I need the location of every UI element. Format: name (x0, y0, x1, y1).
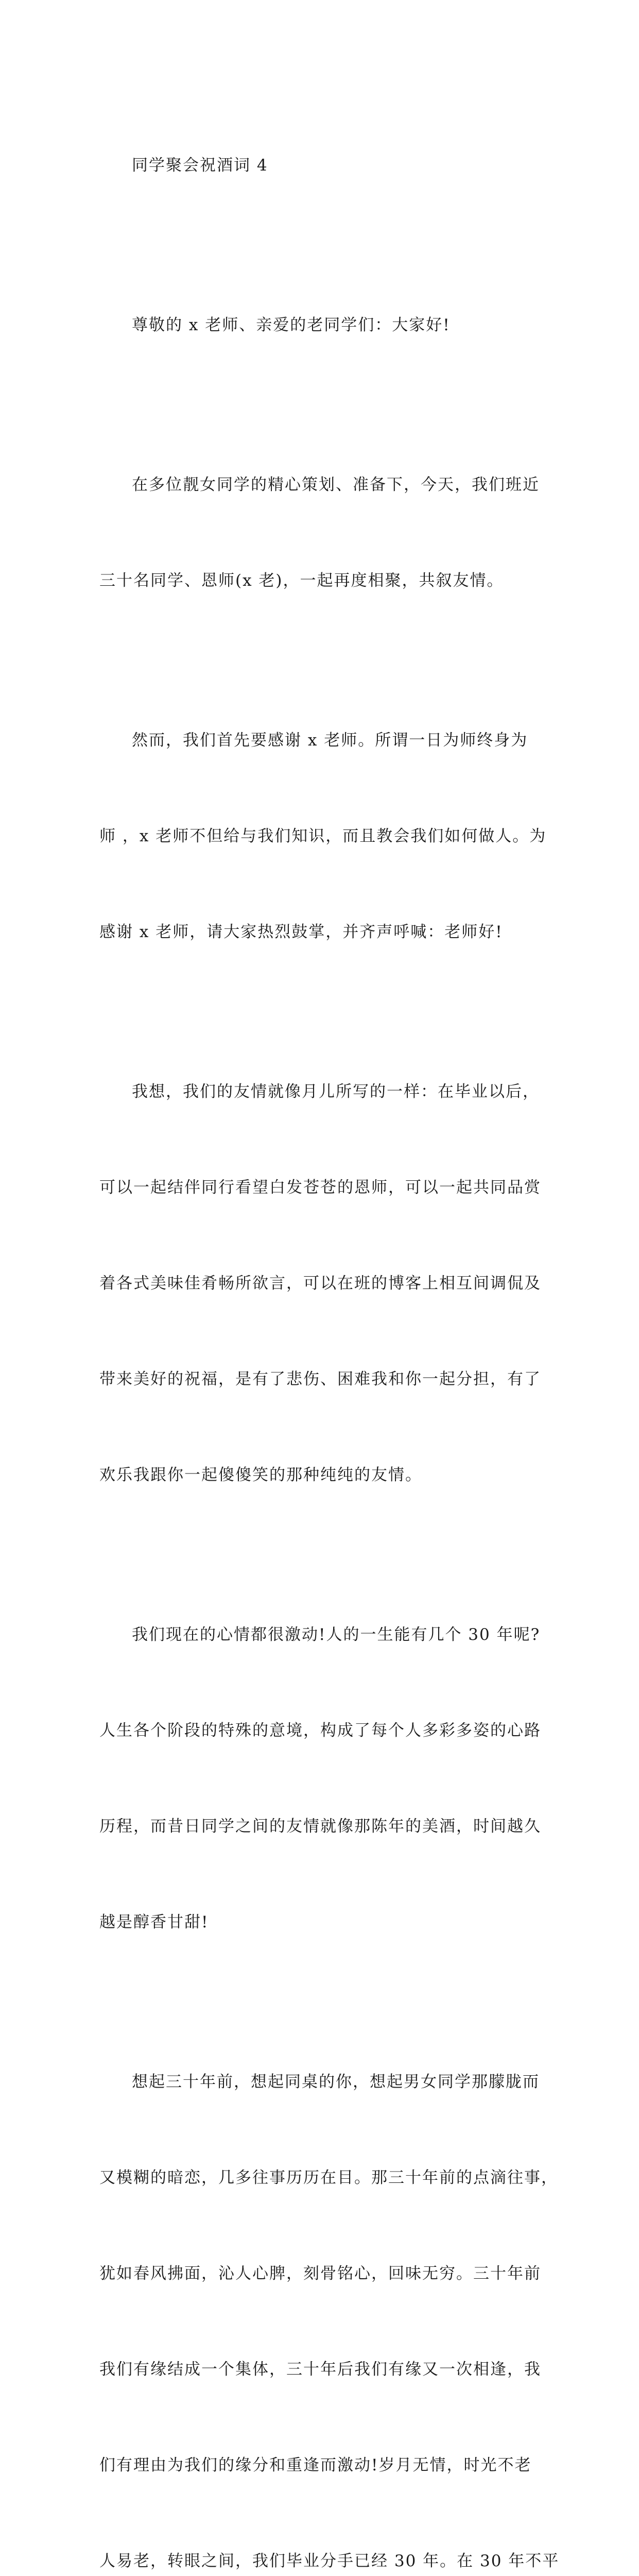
paragraph-greeting (99, 245, 544, 405)
paragraph-intro (99, 405, 544, 660)
document-page (99, 86, 560, 2576)
paragraph-thanks-teacher (99, 660, 547, 1012)
paragraph-line: 我们有缘结成一个集体，三十年后我们有缘又一次相逢，我 (99, 2360, 541, 2379)
paragraph-line: 可以一起结伴同行看望白发苍苍的恩师，可以一起共同品赏 (99, 1178, 541, 1197)
paragraph-line: 历程，而昔日同学之间的友情就像那陈年的美酒，时间越久 (99, 1817, 541, 1836)
document-title (99, 86, 544, 245)
paragraph-line: 着各式美味佳肴畅所欲言，可以在班的博客上相互间调侃及 (99, 1274, 541, 1293)
paragraph-line: 越是醇香甘甜! (99, 1913, 209, 1931)
paragraph-line: 欢乐我跟你一起傻傻笑的那种纯纯的友情。 (99, 1466, 422, 1484)
paragraph-memories (99, 2002, 560, 2576)
paragraph-line: 三十名同学、恩师(x 老)，一起再度相聚，共叙友情。 (99, 571, 504, 590)
paragraph-line: 尊敬的 x 老师、亲爱的老同学们：大家好! (132, 316, 451, 334)
paragraph-line: 人易老，转眼之间，我们毕业分手已经 30 年。在 30 年不平 (99, 2552, 560, 2570)
paragraph-line: 们有理由为我们的缘分和重逢而激动!岁月无情，时光不老 (99, 2456, 532, 2475)
paragraph-line: 想起三十年前，想起同桌的你，想起男女同学那朦胧而 (132, 2073, 540, 2091)
paragraph-friendship (99, 1012, 544, 1555)
paragraph-line: 带来美好的祝福，是有了悲伤、困难我和你一起分担，有了 (99, 1370, 541, 1388)
paragraph-line: 师 ，x 老师不但给与我们知识，而且教会我们如何做人。为 (99, 827, 547, 845)
paragraph-line: 在多位靓女同学的精心策划、准备下，今天，我们班近 (132, 476, 540, 494)
paragraph-line: 我想，我们的友情就像月儿所写的一样：在毕业以后， (132, 1082, 540, 1101)
paragraph-line: 我们现在的心情都很激动!人的一生能有几个 30 年呢? (132, 1625, 541, 1644)
paragraph-line: 人生各个阶段的特殊的意境，构成了每个人多彩多姿的心路 (99, 1721, 541, 1740)
paragraph-line: 感谢 x 老师，请大家热烈鼓掌，并齐声呼喊：老师好! (99, 923, 503, 941)
paragraph-line: 犹如春风拂面，沁人心脾，刻骨铭心，回味无穷。三十年前 (99, 2264, 541, 2283)
paragraph-line: 然而，我们首先要感谢 x 老师。所谓一日为师终身为 (132, 731, 528, 750)
title-line: 同学聚会祝酒词 4 (132, 156, 268, 175)
paragraph-line: 又模糊的暗恋，几多往事历历在目。那三十年前的点滴往事， (99, 2168, 558, 2187)
paragraph-thirty-years (99, 1555, 544, 2002)
